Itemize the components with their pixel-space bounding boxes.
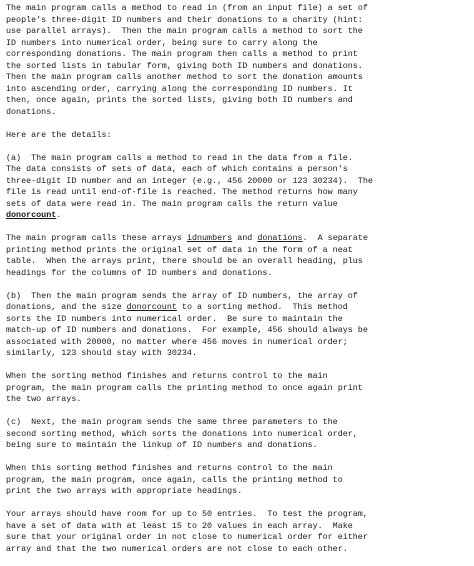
text-line	[6, 440, 468, 452]
text-segment: The data consists of sets of data, each of which contains a person's	[6, 164, 348, 174]
paragraph	[6, 3, 468, 118]
text-segment: .	[56, 210, 62, 220]
text-line	[6, 15, 468, 27]
text-line	[6, 153, 468, 165]
text-segment: similarly, 123 should stay with 30234.	[6, 348, 197, 358]
text-line	[6, 256, 468, 268]
text-segment: into ascending order, carrying along the corresponding ID numbers. It	[6, 83, 353, 94]
text-segment: print the two arrays with appropriate headings.	[6, 486, 243, 496]
text-segment: Then the main program calls another method to sort the donation amounts	[6, 72, 363, 82]
text-line	[6, 371, 468, 383]
text-line	[6, 38, 468, 50]
text-segment: (c) Next, the main program sends the same three parameters to the	[6, 417, 338, 427]
text-segment: to a sorting method. This method	[176, 302, 348, 312]
text-segment: When this sorting method finishes and returns control to the main	[6, 463, 333, 473]
text-segment: program, the main program, once again, calls the printing method to	[6, 474, 343, 485]
text-line	[6, 130, 468, 142]
text-segment: table. When the arrays print, there should be an overall heading, plus	[6, 256, 363, 266]
text-line	[6, 291, 468, 303]
text-segment: headings for the columns of ID numbers and donations.	[6, 267, 273, 278]
text-segment: array and that the two numerical orders are not close to each other.	[6, 543, 348, 554]
text-segment: file is read until end-of-file is reached. The method returns how many	[6, 187, 358, 197]
text-segment: sorts the ID numbers into numerical order. Be sure to maintain the	[6, 313, 343, 324]
text-line	[6, 337, 468, 349]
text-segment: Your arrays should have room for up to 50 entries. To test the program,	[6, 509, 368, 519]
text-line	[6, 509, 468, 521]
text-line	[6, 72, 468, 84]
text-line	[6, 429, 468, 441]
text-segment: program, the main program calls the printing method to once again print	[6, 382, 363, 393]
text-segment: The main program calls a method to read in (from an input file) a set of	[6, 3, 368, 13]
emphasized-term: donations	[257, 233, 303, 243]
text-line	[6, 210, 468, 222]
text-line	[6, 107, 468, 119]
text-line	[6, 268, 468, 280]
text-segment: donations, and the size	[6, 302, 127, 312]
text-line	[6, 302, 468, 314]
text-segment: have a set of data with at least 15 to 20 values in each array. Make	[6, 520, 353, 531]
paragraph	[6, 153, 468, 222]
text-segment: the two arrays.	[6, 394, 82, 404]
text-segment: (b) Then the main program sends the array of ID numbers, the array of	[6, 290, 358, 301]
text-segment: second sorting method, which sorts the donations into numerical order,	[6, 428, 358, 439]
text-segment: then, once again, prints the sorted lists, giving both ID numbers and	[6, 95, 353, 105]
text-line	[6, 233, 468, 245]
text-segment: sure that your original order in not close to numerical order for either	[6, 532, 368, 542]
text-line	[6, 394, 468, 406]
text-segment: The main program calls these arrays	[6, 233, 187, 243]
paragraph	[6, 291, 468, 360]
text-segment: Here are the details:	[6, 129, 112, 140]
text-line	[6, 3, 468, 15]
text-line	[6, 325, 468, 337]
text-segment: printing method prints the original set of data in the form of a neat	[6, 244, 353, 255]
text-segment: associated with 20000, no matter where 456 moves in numerical order;	[6, 336, 348, 347]
text-line	[6, 463, 468, 475]
text-line	[6, 486, 468, 498]
text-segment: . A separate	[302, 233, 368, 243]
text-segment: (a) The main program calls a method to read in the data from a file.	[6, 152, 353, 163]
text-segment: When the sorting method finishes and returns control to the main	[6, 371, 328, 381]
text-segment: sets of data were read in. The main program calls the return value	[6, 198, 338, 209]
text-line	[6, 544, 468, 556]
text-line	[6, 199, 468, 211]
text-line	[6, 26, 468, 38]
text-line	[6, 417, 468, 429]
text-segment: and	[232, 233, 258, 243]
text-segment: people's three-digit ID numbers and their donations to a charity (hint:	[6, 14, 363, 25]
paragraph	[6, 233, 468, 279]
text-line	[6, 95, 468, 107]
emphasized-term: donorcount	[126, 302, 177, 312]
paragraph	[6, 463, 468, 498]
text-segment: three-digit ID number and an integer (e.g., 456 20000 or 123 30234). The	[6, 175, 373, 186]
text-segment: ID numbers into numerical order, being sure to carry along the	[6, 37, 318, 48]
text-segment: being sure to maintain the linkup of ID numbers and donations.	[6, 440, 318, 450]
paragraph	[6, 371, 468, 406]
text-line	[6, 164, 468, 176]
text-line	[6, 475, 468, 487]
text-line	[6, 61, 468, 73]
text-line	[6, 49, 468, 61]
emphasized-term: idnumbers	[186, 233, 233, 243]
text-segment: use parallel arrays). Then the main program calls a method to sort the	[6, 26, 363, 36]
text-segment: match-up of ID numbers and donations. For example, 456 should always be	[6, 325, 368, 335]
text-line	[6, 314, 468, 326]
text-segment: the sorted lists in tabular form, giving both ID numbers and donations.	[6, 60, 363, 71]
paragraph	[6, 509, 468, 555]
text-line	[6, 245, 468, 257]
text-line	[6, 187, 468, 199]
text-line	[6, 348, 468, 360]
text-line	[6, 84, 468, 96]
text-line	[6, 532, 468, 544]
text-line	[6, 176, 468, 188]
text-segment: corresponding donations. The main program then calls a method to print	[6, 49, 358, 59]
text-line	[6, 383, 468, 395]
text-segment: donations.	[6, 106, 57, 117]
paragraph	[6, 130, 468, 142]
emphasized-term: donorcount	[6, 210, 57, 220]
text-line	[6, 521, 468, 533]
paragraph	[6, 417, 468, 452]
